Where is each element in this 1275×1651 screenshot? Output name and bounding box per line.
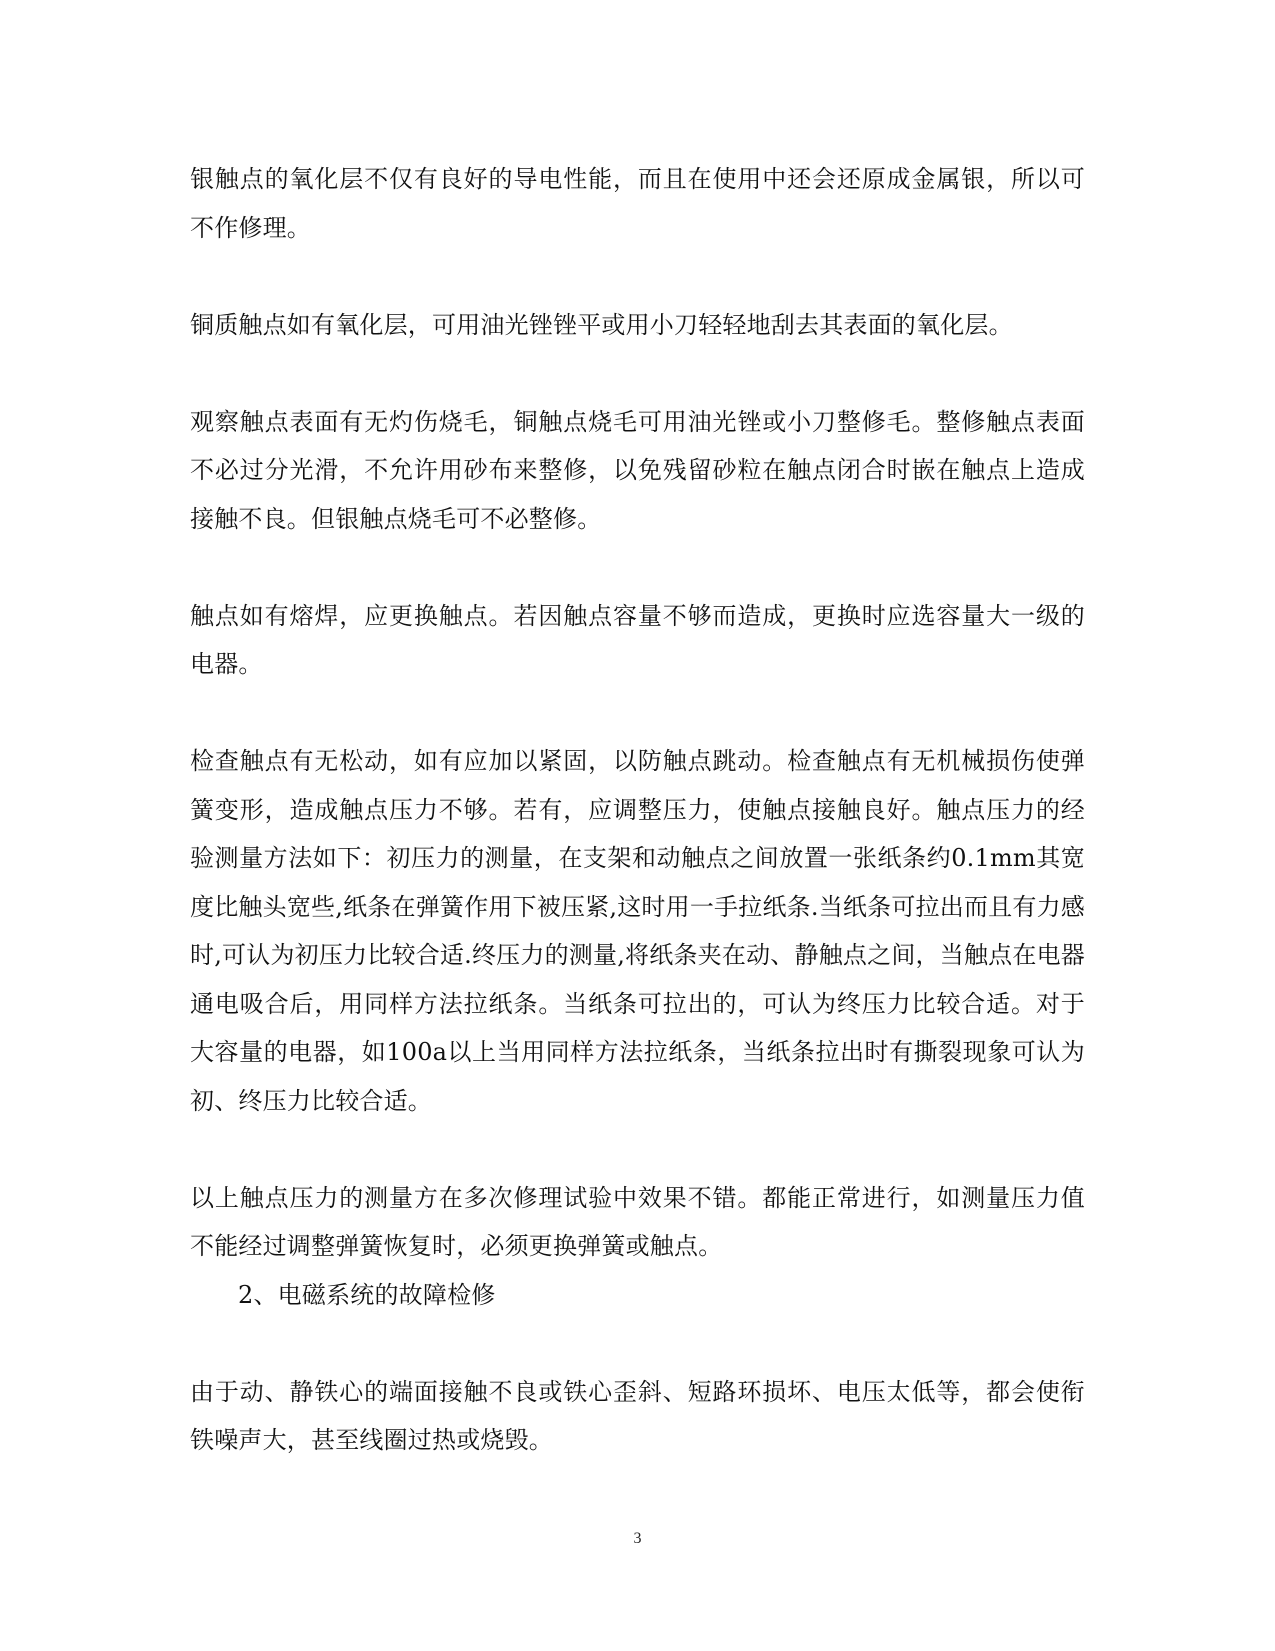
paragraph-spacer xyxy=(190,1125,1085,1174)
paragraph-silver-contact-oxide: 银触点的氧化层不仅有良好的导电性能，而且在使用中还会还原成金属银，所以可不作修理。 xyxy=(190,165,1085,242)
section-heading-electromagnetic-system: 2、电磁系统的故障检修 xyxy=(238,1280,496,1309)
paragraph-contact-welding: 触点如有熔焊，应更换触点。若因触点容量不够而造成，更换时应选容量大一级的电器。 xyxy=(190,601,1085,678)
document-body xyxy=(190,155,1085,1465)
paragraph-spacer xyxy=(190,349,1085,398)
paragraph-contact-burn-inspection: 观察触点表面有无灼伤烧毛，铜触点烧毛可用油光锉或小刀整修毛。整修触点表面不必过分光滑，不允许用砂布来整修，以免残留砂粒在触点闭合时嵌在触点上造成接触不良。但银触点烧毛可不必整修。 xyxy=(190,407,1085,533)
paragraph-spacer xyxy=(190,543,1085,592)
paragraph-core-noise-causes: 由于动、静铁心的端面接触不良或铁心歪斜、短路环损坏、电压太低等，都会使衔铁噪声大，甚至线圈过热或烧毁。 xyxy=(190,1377,1085,1454)
page-number: 3 xyxy=(633,1530,642,1547)
paragraph-copper-contact-oxide: 铜质触点如有氧化层，可用油光锉锉平或用小刀轻轻地刮去其表面的氧化层。 xyxy=(190,310,1013,339)
paragraph-spacer xyxy=(190,252,1085,301)
paragraph-spacer xyxy=(190,1319,1085,1368)
paragraph-pressure-measurement-summary: 以上触点压力的测量方在多次修理试验中效果不错。都能正常进行，如测量压力值不能经过调整弹簧恢复时，必须更换弹簧或触点。 xyxy=(190,1183,1085,1260)
paragraph-contact-pressure-check: 检查触点有无松动，如有应加以紧固，以防触点跳动。检查触点有无机械损伤使弹簧变形，造成触点压力不够。若有，应调整压力，使触点接触良好。触点压力的经验测量方法如下：初压力的测量，在支架和动触点之间放置一张纸条约0.1mm其宽度比触头宽些,纸条在弹簧作用下被压紧,这时用一手拉纸条.当纸条可拉出而且有力感时,可认为初压力比较合适.终压力的测量,将纸条夹在动、静触点之间，当触点在电器通电吸合后，用同样方法拉纸条。当纸条可拉出的，可认为终压力比较合适。对于大容量的电器，如100a以上当用同样方法拉纸条，当纸条拉出时有撕裂现象可认为初、终压力比较合适。 xyxy=(190,747,1085,1115)
paragraph-spacer xyxy=(190,689,1085,738)
